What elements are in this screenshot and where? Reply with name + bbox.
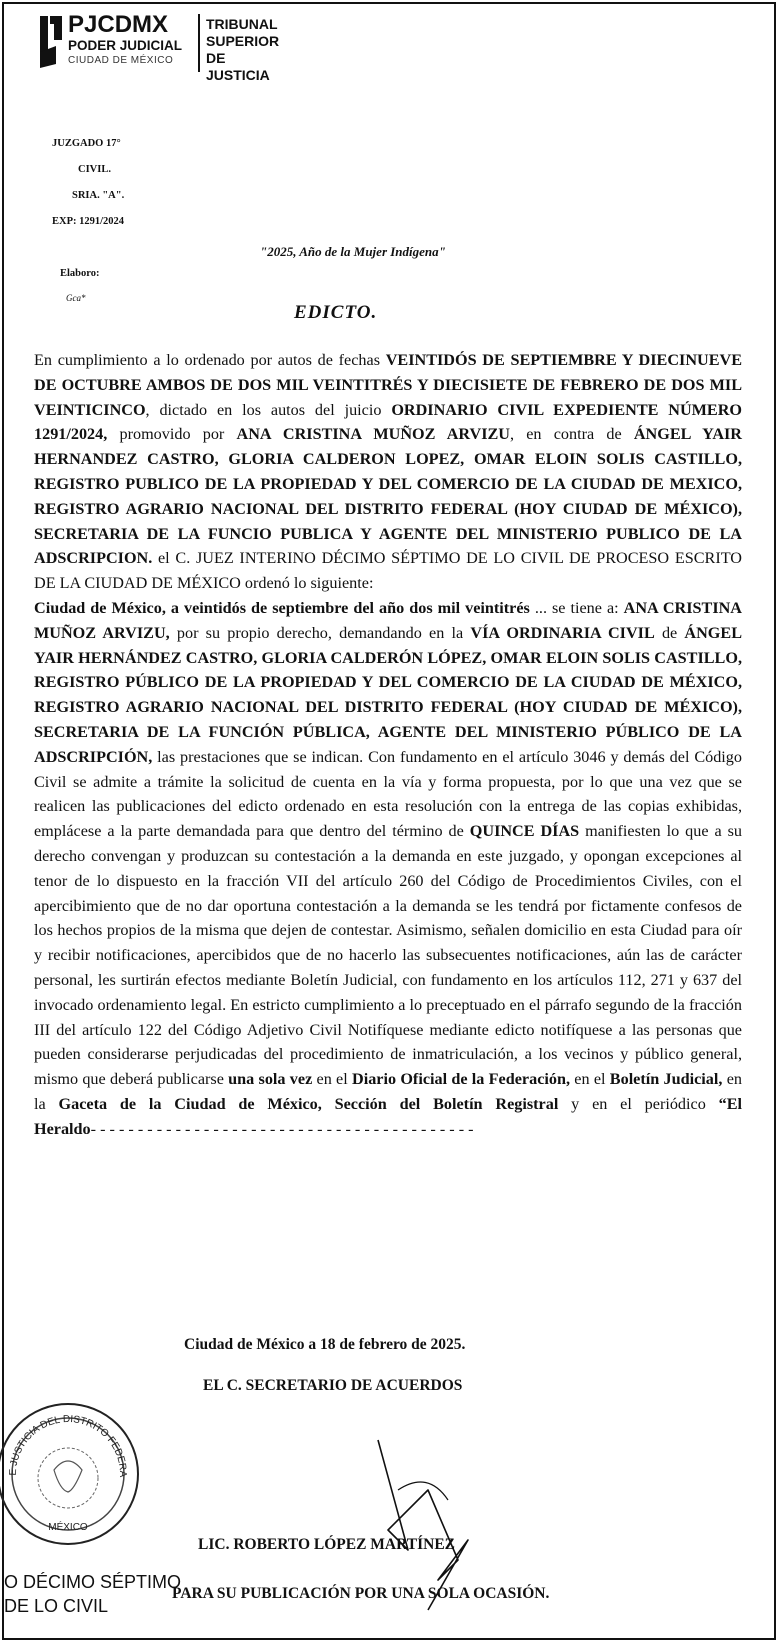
logo-divider [198,14,200,72]
year-motto: "2025, Año de la Mujer Indígena" [260,244,446,259]
p1-text: promovido por [107,425,237,444]
p2-boletin: Boletín Judicial, [609,1070,723,1089]
stamp-line-1: O DÉCIMO SÉPTIMO [4,1572,182,1592]
p1-plaintiff: ANA CRISTINA MUÑOZ ARVIZU [236,425,510,444]
p2-text: en el [570,1070,610,1089]
p2-text: y en el periódico [558,1094,719,1113]
document-title: EDICTO. [294,302,378,323]
p2-gaceta: Gaceta de la Ciudad de México, Sección del Boletín Registral [58,1094,559,1113]
p2-text: ... se tiene a: [529,598,624,617]
tsj-line-1: TRIBUNAL [206,16,278,32]
edict-body [34,348,742,1142]
p1-defendants: ÁNGEL YAIR HERNANDEZ CASTRO, GLORIA CALDERON LOPEZ, OMAR ELOIN SOLIS CASTILLO, REGISTRO PUBLICO DE LA PROPIEDAD Y DEL COMERCIO DE LA CIUDAD DE MEXICO, REGISTRO AGRARIO NACIONAL DEL DISTRITO FEDERAL (HOY CIUDAD DE MÉXICO), SECRETARIA DE LA FUNCIO PUBLICA Y AGENTE DEL MINISTERIO PUBLICO DE LA ADSCRIPCION. [34,425,742,568]
p1-text: , en contra de [510,425,634,444]
closing-role: EL C. SECRETARIO DE ACUERDOS [203,1377,463,1394]
p2-text: las prestaciones que se indican. Con fundamento en el artículo 3046 y demás del Código Civil se admite a trámite la solicitud de cuenta en la vía y forma propuesta, por lo que una vez que se realicen las publicaciones del edicto ordenado en esta resolución con la entrega de las copias exhibidas, emplácese a la parte demandada para que dentro del término de [34,747,742,841]
meta-elaboro-value: Gca* [66,293,86,303]
p2-once: una sola vez [228,1070,313,1089]
p2-text: por su propio derecho, demandando en la [169,623,471,642]
p2-dashes: - - - - - - - - - - - - - - - - - - - - - - - - - - - - - - - - - - - - - - - - - [90,1119,474,1138]
p2-date: Ciudad de México, a veintidós de septiembre del año dos mil veintitrés [34,598,530,617]
p2-plaintiff: ANA CRISTINA MUÑOZ ARVIZU, [34,598,742,642]
p2-text: en la [34,1070,742,1113]
paragraph-2 [34,596,742,1142]
meta-elaboro-label: Elaboro: [60,268,100,279]
p1-text: En cumplimiento a lo ordenado por autos de fechas [34,351,386,369]
closing-date: Ciudad de México a 18 de febrero de 2025. [184,1336,466,1353]
meta-juzgado: JUZGADO 17° [52,138,121,149]
p1-text: el C. JUEZ INTERINO DÉCIMO SÉPTIMO DE LO CIVIL DE PROCESO ESCRITO DE LA CIUDAD DE MÉXICO ordenó lo siguiente: [34,549,742,593]
logo-cdmx-text: CIUDAD DE MÉXICO [68,55,174,66]
p2-defendants: ÁNGEL YAIR HERNÁNDEZ CASTRO, GLORIA CALDERÓN LÓPEZ, OMAR ELOIN SOLIS CASTILLO, REGISTRO PÚBLICO DE LA PROPIEDAD Y DEL COMERCIO DE LA CIUDAD DE MÉXICO, REGISTRO AGRARIO NACIONAL DEL DISTRITO FEDERAL (HOY CIUDAD DE MÉXICO), SECRETARIA DE LA FUNCIÓN PÚBLICA, AGENTE DEL MINISTERIO PÚBLICO DE LA ADSCRIPCIÓN, [34,623,742,766]
seal-top-text: E JUSTICIA DEL DISTRITO FEDERA [7,1413,129,1478]
p2-text: en el [312,1070,353,1089]
p1-expediente: ORDINARIO CIVIL EXPEDIENTE NÚMERO 1291/2024, [34,400,743,444]
p2-heraldo: “El Heraldo [34,1094,743,1138]
pj-emblem-icon [36,12,66,72]
signature-icon [368,1430,488,1620]
court-stamp-text [4,1570,181,1618]
logo-poder-judicial-text: PODER JUDICIAL [68,38,183,53]
paragraph-1 [34,348,742,596]
p1-text: , dictado en los autos del juicio [145,400,392,419]
seal-bottom-text: MÉXICO [48,1522,88,1533]
logo-tsj-text [206,16,286,84]
logo-pjcdmx-text: PJCDMX [68,11,169,38]
tsj-line-3: JUSTICIA [206,67,270,83]
meta-exp: EXP: 1291/2024 [52,216,125,227]
p2-text: manifiesten lo que a su derecho convengan y produzcan su contestación a la demanda en este juzgado, y opongan excepciones al tenor de lo dispuesto en la fracción VII del artículo 260 del Código de Procedimientos Civiles, con el apercibimiento que de no dar oportuna contestación a la demanda se les tendrá por fictamente confesos de los hechos propios de la misma que dejen de contestar. Asimismo, señalen domicilio en esta Ciudad para oír y recibir notificaciones, apercibidos que de no hacerlo las subsecuentes notificaciones, aún las de carácter personal, les surtirán efectos mediante Boletín Judicial, con fundamento en los artículos 112, 271 y 637 del invocado ordenamiento legal. En estricto cumplimiento a lo preceptuado en el párrafo segundo de la fracción III del artículo 122 del Código Adjetivo Civil Notifíquese mediante edicto notifíquese a las personas que pueden considerarse perjudicadas del procedimiento de inmatriculación, a los vecinos y público general, mismo que deberá publicarse [34,822,742,1089]
court-seal-icon [0,1400,142,1548]
p1-dates: VEINTIDÓS DE SEPTIEMBRE Y DIECINUEVE DE OCTUBRE AMBOS DE DOS MIL VEINTITRÉS Y DIECISIETE DE FEBRERO DE DOS MIL VEINTICINCO [34,351,742,419]
svg-text:DE JUSTICIA DEL DISTRITO FEDER [0,1400,128,1478]
p2-diario: Diario Oficial de la Federación, [352,1070,571,1089]
meta-sria: SRIA. "A". [72,190,125,201]
p2-term: QUINCE DÍAS [469,822,580,841]
publication-note: PARA SU PUBLICACIÓN POR UNA SOLA OCASIÓN. [172,1585,550,1602]
tsj-line-2: SUPERIOR DE [206,33,280,66]
meta-civil: CIVIL. [78,164,111,175]
stamp-line-2: DE LO CIVIL [4,1596,109,1616]
p2-text: de [654,623,685,642]
pjcdmx-logo [36,10,286,83]
closing-name: LIC. ROBERTO LÓPEZ MARTÍNEZ [198,1536,456,1553]
p2-via: VÍA ORDINARIA CIVIL [470,623,655,642]
